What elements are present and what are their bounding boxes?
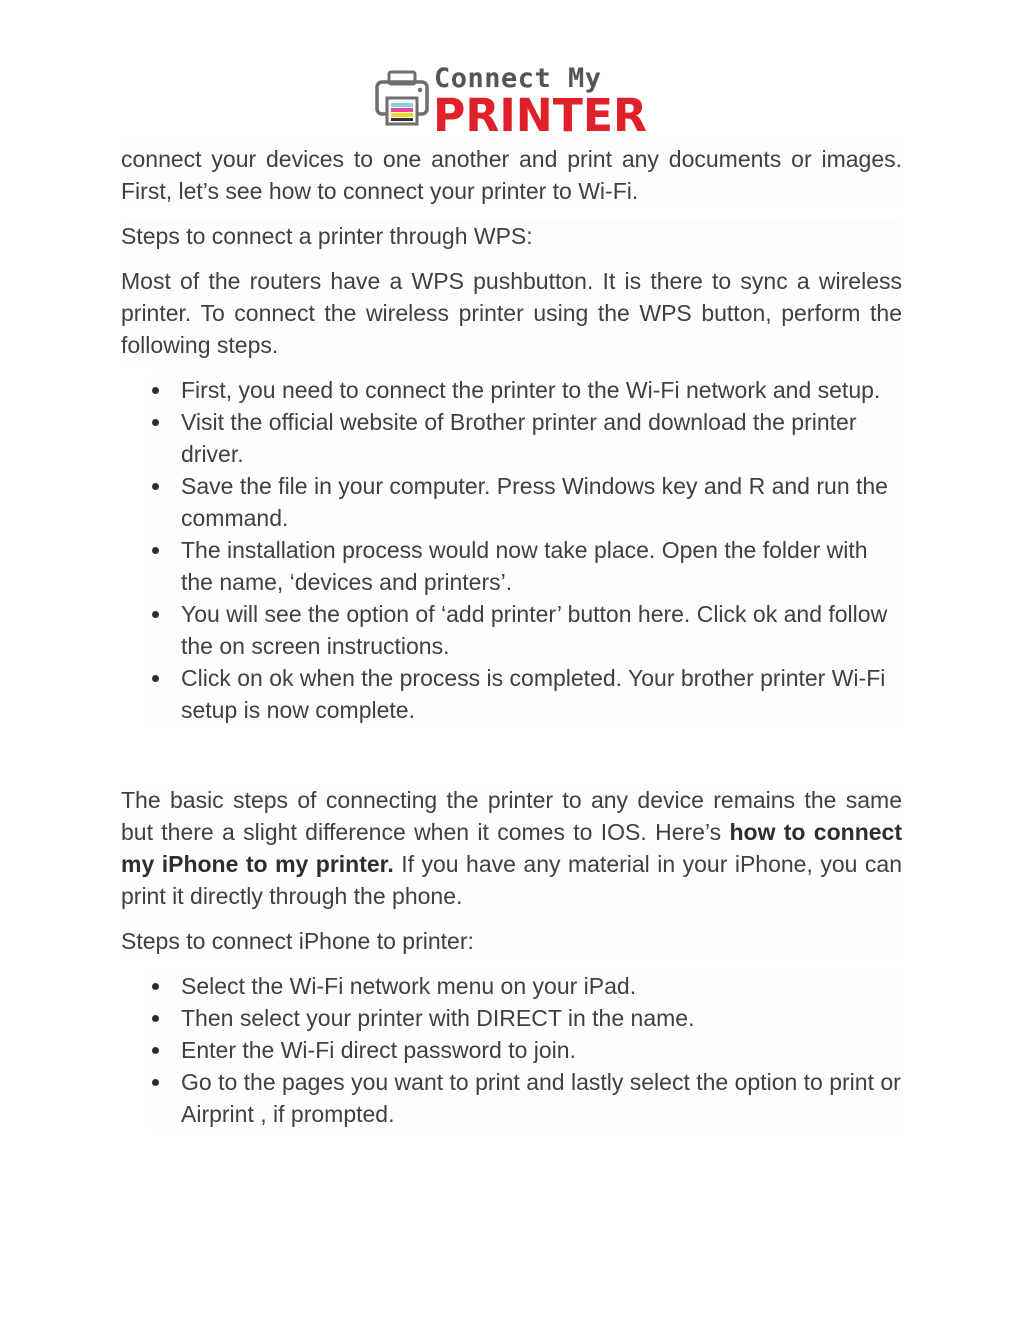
intro-block [121,143,902,207]
list-item [151,406,902,470]
list-item [151,1034,902,1066]
list-item [151,374,902,406]
ios-paragraph [121,784,902,912]
bullet-icon [152,983,159,990]
bullet-icon [152,483,159,490]
wps-section [121,220,902,361]
list-item [151,662,902,726]
list-item [151,1002,902,1034]
ios-section [121,784,902,957]
list-item [151,598,902,662]
list-item-text: Click on ok when the process is completed. Your brother printer Wi-Fi setup is now complete. [181,665,886,723]
list-item [151,470,902,534]
logo-line1: Connect My [434,63,602,94]
ios-paragraph-bold: how to connect my iPhone to my printer. [121,819,902,877]
wps-heading: Steps to connect a printer through WPS: [121,223,533,249]
list-item [151,970,902,1002]
ios-paragraph-end: If you have any material in your iPhone, you can print it directly through the phone. [121,851,902,909]
bullet-icon [152,547,159,554]
list-item [151,534,902,598]
bullet-icon [152,1079,159,1086]
wps-steps-list [151,374,902,726]
bullet-icon [152,675,159,682]
bullet-icon [152,1015,159,1022]
list-item-text: Visit the official website of Brother printer and download the printer driver. [181,409,857,467]
bullet-icon [152,611,159,618]
connect-my-printer-logo [374,62,654,134]
list-item-text: Enter the Wi-Fi direct password to join. [181,1037,576,1063]
logo-line2: PRINTER [433,89,647,134]
intro-paragraph: connect your devices to one another and print any documents or images. First, let’s see how to connect your printer to Wi-Fi. [121,146,902,204]
wps-paragraph: Most of the routers have a WPS pushbutton. It is there to sync a wireless printer. To connect the wireless printer using the WPS button, perform the following steps. [121,268,902,358]
list-item-text: Select the Wi-Fi network menu on your iPad. [181,973,637,999]
bullet-icon [152,387,159,394]
list-item-text: Then select your printer with DIRECT in the name. [181,1005,695,1031]
list-item-text: The installation process would now take place. Open the folder with the name, ‘devices and printers’. [181,537,868,595]
list-item-text: First, you need to connect the printer to the Wi-Fi network and setup. [181,377,881,403]
ios-steps-list [151,970,902,1130]
bullet-icon [152,419,159,426]
document-body [121,143,902,1130]
ios-paragraph-start: The basic steps of connecting the printer to any device remains the same but there a slight difference when it comes to IOS. Here’s [121,787,902,845]
ios-heading: Steps to connect iPhone to printer: [121,928,474,954]
printer-icon [377,72,427,124]
list-item-text: You will see the option of ‘add printer’ button here. Click ok and follow the on screen instructions. [181,601,888,659]
list-item [151,1066,902,1130]
list-item-text: Go to the pages you want to print and lastly select the option to print or Airprint , if prompted. [181,1069,901,1127]
bullet-icon [152,1047,159,1054]
list-item-text: Save the file in your computer. Press Windows key and R and run the command. [181,473,888,531]
